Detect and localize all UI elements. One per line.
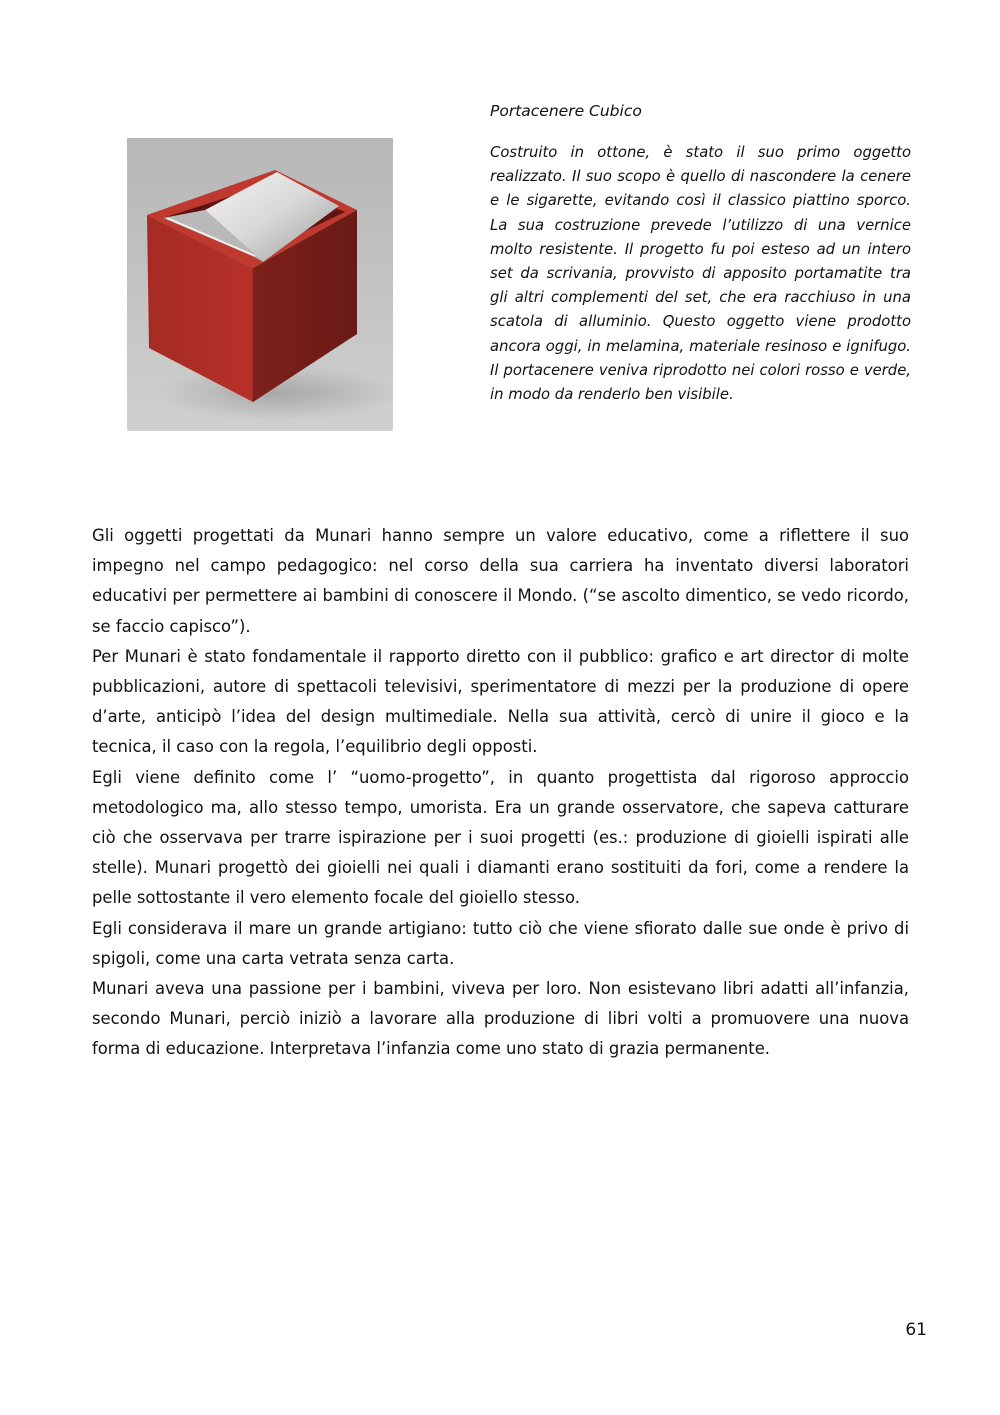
caption-text: Costruito in ottone, è stato il suo primo oggetto realizzato. Il suo scopo è quello di nascondere la cenere e le sigarette, evitando così il classico piattino sporco. La sua costruzione prevede l’utilizzo di una vernice molto resistente. Il progetto fu poi esteso ad un intero set da scrivania, provvisto di apposito portamatite tra gli altri complementi del set, che era racchiuso in una scatola di alluminio. Questo oggetto viene prodotto ancora oggi, in melamina, materiale resinoso e ignifugo. Il portacenere veniva riprodotto nei colori rosso e verde, in modo da renderlo ben visibile. <box>490 144 911 404</box>
body-paragraph: Per Munari è stato fondamentale il rapporto diretto con il pubblico: grafico e art director di molte pubblicazioni, autore di spettacoli televisivi, sperimentatore di mezzi per la produzione di opere d’arte, anticipò l’idea del design multimediale. Nella sua attività, cercò di unire il gioco e la tecnica, il caso con la regola, l’equilibrio degli opposti. <box>92 646 909 757</box>
body-paragraph: Egli viene definito come l’ “uomo-progetto”, in quanto progettista dal rigoroso approccio metodologico ma, allo stesso tempo, umorista. Era un grande osservatore, che sapeva catturare ciò che osservava per trarre ispirazione per i suoi progetti (es.: produzione di gioielli ispirati alle stelle). Munari progettò dei gioielli nei quali i diamanti erano sostituiti da fori, come a rendere la pelle sottostante il vero elemento focale del gioiello stesso. <box>92 767 909 908</box>
body-paragraph: Gli oggetti progettati da Munari hanno sempre un valore educativo, come a riflettere il suo impegno nel campo pedagogico: nel corso della sua carriera ha inventato diversi laboratori educativi per permettere ai bambini di conoscere il Mondo. (“se ascolto dimentico, se vedo ricordo, se faccio capisco”). <box>92 526 909 636</box>
body-paragraph: Munari aveva una passione per i bambini, viveva per loro. Non esistevano libri adatti all’infanzia, secondo Munari, perciò iniziò a lavorare alla produzione di libri volti a promuovere una nuova forma di educazione. Interpretava l’infanzia come uno stato di grazia permanente. <box>92 979 909 1059</box>
ashtray-photo <box>127 138 393 431</box>
page-number: 61 <box>905 1320 927 1340</box>
body-text <box>92 521 909 1065</box>
body-paragraph: Egli considerava il mare un grande artigiano: tutto ciò che viene sfiorato dalle sue onde è privo di spigoli, come una carta vetrata senza carta. <box>92 918 909 968</box>
caption-title: Portacenere Cubico <box>490 102 642 120</box>
cube-ashtray-illustration <box>127 138 393 431</box>
